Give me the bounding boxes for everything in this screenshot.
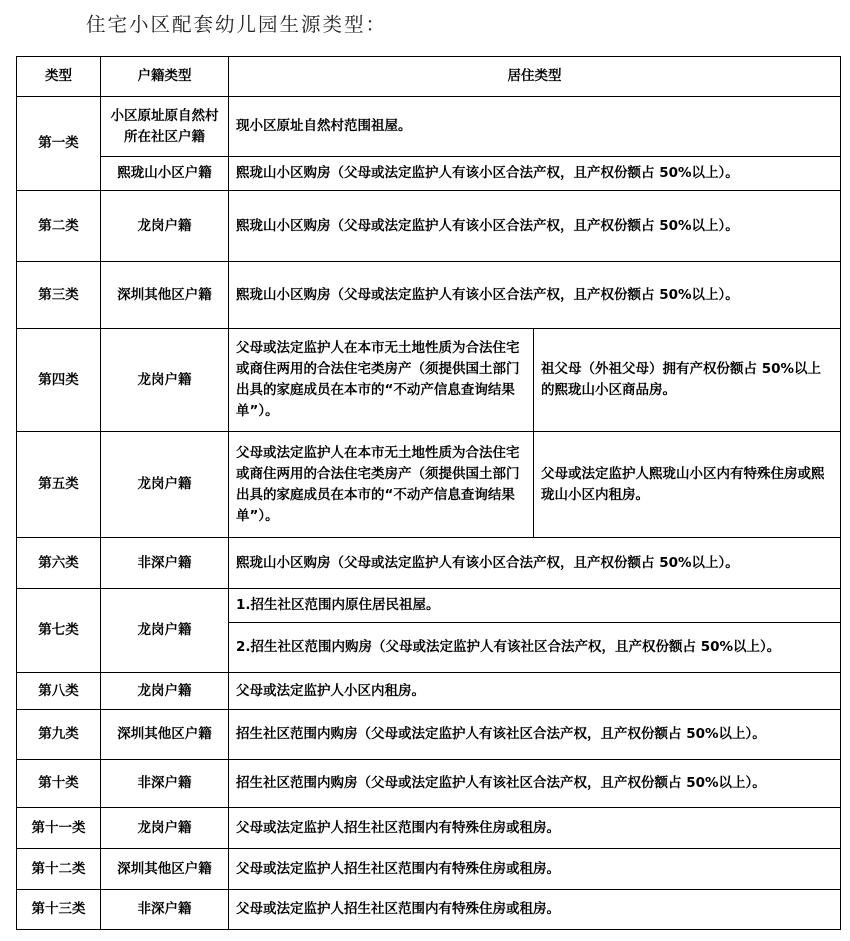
header-residence: 居住类型 [229, 57, 841, 97]
residence-right-cell: 父母或法定监护人熙珑山小区内有特殊住房或熙珑山小区内租房。 [534, 432, 841, 538]
table-row [17, 191, 841, 262]
type-cell: 第五类 [17, 432, 101, 538]
hukou-cell: 深圳其他区户籍 [101, 710, 229, 760]
table-row [17, 538, 841, 589]
residence-cell: 父母或法定监护人招生社区范围内有特殊住房或租房。 [229, 890, 841, 930]
type-cell: 第一类 [17, 97, 101, 191]
table-row [17, 710, 841, 760]
hukou-cell: 小区原址原自然村所在社区户籍 [101, 97, 229, 157]
residence-left-cell: 父母或法定监护人在本市无土地性质为合法住宅或商住两用的合法住宅类房产（须提供国土部门出具的家庭成员在本市的“不动产信息查询结果单”）。 [229, 432, 534, 538]
table-row [17, 760, 841, 808]
residence-left-cell: 父母或法定监护人在本市无土地性质为合法住宅或商住两用的合法住宅类房产（须提供国土部门出具的家庭成员在本市的“不动产信息查询结果单”）。 [229, 329, 534, 432]
type-cell: 第十一类 [17, 808, 101, 849]
hukou-cell: 非深户籍 [101, 890, 229, 930]
table-row [17, 890, 841, 930]
type-cell: 第十二类 [17, 849, 101, 890]
residence-cell: 熙珑山小区购房（父母或法定监护人有该小区合法产权，且产权份额占 50%以上）。 [229, 538, 841, 589]
type-cell: 第二类 [17, 191, 101, 262]
table-row [17, 808, 841, 849]
table-row [17, 432, 841, 538]
type-cell: 第七类 [17, 589, 101, 673]
residence-item-cell: 1.招生社区范围内原住居民祖屋。 [229, 589, 841, 623]
hukou-cell: 龙岗户籍 [101, 329, 229, 432]
hukou-cell: 龙岗户籍 [101, 808, 229, 849]
type-cell: 第九类 [17, 710, 101, 760]
header-type: 类型 [17, 57, 101, 97]
residence-cell: 招生社区范围内购房（父母或法定监护人有该社区合法产权，且产权份额占 50%以上）。 [229, 760, 841, 808]
header-hukou: 户籍类型 [101, 57, 229, 97]
type-cell: 第三类 [17, 262, 101, 329]
residence-cell: 熙珑山小区购房（父母或法定监护人有该小区合法产权，且产权份额占 50%以上）。 [229, 191, 841, 262]
type-cell: 第四类 [17, 329, 101, 432]
table-row [17, 262, 841, 329]
table-header-row [17, 57, 841, 97]
hukou-cell: 龙岗户籍 [101, 673, 229, 710]
residence-cell: 熙珑山小区购房（父母或法定监护人有该小区合法产权，且产权份额占 50%以上）。 [229, 262, 841, 329]
residence-cell: 现小区原址自然村范围祖屋。 [229, 97, 841, 157]
residence-right-cell: 祖父母（外祖父母）拥有产权份额占 50%以上的熙珑山小区商品房。 [534, 329, 841, 432]
type-cell: 第十三类 [17, 890, 101, 930]
hukou-cell: 龙岗户籍 [101, 432, 229, 538]
type-cell: 第六类 [17, 538, 101, 589]
hukou-cell: 龙岗户籍 [101, 589, 229, 673]
hukou-cell: 非深户籍 [101, 538, 229, 589]
page-title: 住宅小区配套幼儿园生源类型： [86, 13, 388, 36]
residence-cell: 父母或法定监护人小区内租房。 [229, 673, 841, 710]
hukou-cell: 非深户籍 [101, 760, 229, 808]
table-row [17, 329, 841, 432]
table-row [17, 97, 841, 157]
residence-cell: 父母或法定监护人招生社区范围内有特殊住房或租房。 [229, 849, 841, 890]
residence-cell: 熙珑山小区购房（父母或法定监护人有该小区合法产权，且产权份额占 50%以上）。 [229, 157, 841, 191]
residence-item-cell: 2.招生社区范围内购房（父母或法定监护人有该社区合法产权，且产权份额占 50%以上）。 [229, 623, 841, 673]
enrollment-type-table [16, 56, 841, 930]
hukou-cell: 深圳其他区户籍 [101, 262, 229, 329]
residence-cell: 招生社区范围内购房（父母或法定监护人有该社区合法产权，且产权份额占 50%以上）。 [229, 710, 841, 760]
hukou-cell: 深圳其他区户籍 [101, 849, 229, 890]
hukou-cell: 熙珑山小区户籍 [101, 157, 229, 191]
table-row [17, 849, 841, 890]
table-row [17, 589, 841, 623]
hukou-cell: 龙岗户籍 [101, 191, 229, 262]
table-row [17, 673, 841, 710]
table-row [17, 157, 841, 191]
residence-cell: 父母或法定监护人招生社区范围内有特殊住房或租房。 [229, 808, 841, 849]
type-cell: 第八类 [17, 673, 101, 710]
type-cell: 第十类 [17, 760, 101, 808]
